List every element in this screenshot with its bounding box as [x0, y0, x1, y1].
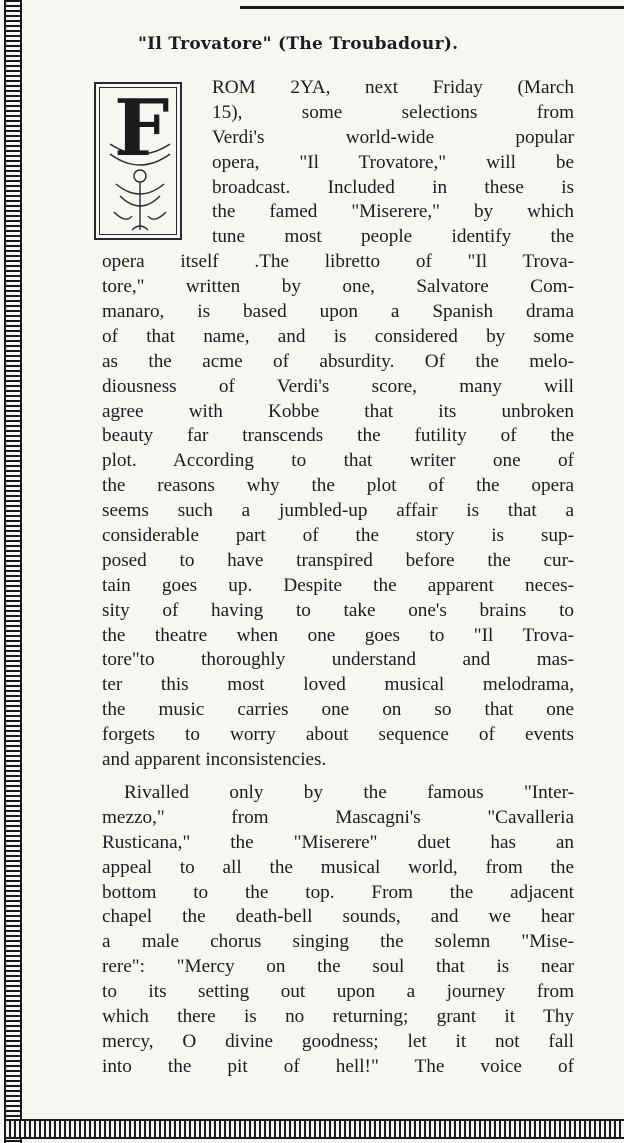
text-line: mezzo," from Mascagni's "Cavalleria — [102, 806, 574, 828]
text-line: tore"to thoroughly understand and mas- — [102, 649, 574, 671]
text-line: mercy, O divine goodness; let it not fall — [102, 1030, 574, 1052]
text-line: broadcast. Included in these is — [212, 176, 574, 198]
text-line: sity of having to take one's brains to — [102, 599, 574, 621]
text-line: manaro, is based upon a Spanish drama — [102, 301, 574, 323]
text-line: appeal to all the musical world, from the — [102, 856, 574, 878]
text-line: the reasons why the plot of the opera — [102, 475, 574, 497]
text-line: opera itself .The libretto of "Il Trova- — [102, 251, 574, 273]
top-column-border — [240, 0, 624, 9]
text-line: ROM 2YA, next Friday (March — [212, 77, 574, 98]
left-column-border — [4, 0, 22, 1143]
text-line: of that name, and is considered by some — [102, 325, 574, 347]
bottom-column-border — [4, 1119, 624, 1139]
text-line: the famed "Miserere," by which — [212, 201, 574, 223]
text-line: tune most people identify the — [212, 226, 574, 248]
text-line: tain goes up. Despite the apparent neces- — [102, 574, 574, 596]
text-line: Rusticana," the "Miserere" duet has an — [102, 831, 574, 853]
text-line: as the acme of absurdity. Of the melo- — [102, 350, 574, 372]
text-line: a male chorus singing the solemn "Mise- — [102, 931, 574, 953]
drop-cap-letter: F — [114, 83, 170, 174]
article-title: "Il Trovatore" (The Troubadour). — [138, 34, 459, 54]
text-line: ter this most loved musical melodrama, — [102, 674, 574, 696]
article-body — [102, 76, 574, 1080]
text-line: tore," written by one, Salvatore Com- — [102, 276, 574, 298]
paragraph-2 — [102, 781, 574, 1080]
text-line: 15), some selections from — [212, 101, 574, 123]
text-line: chapel the death-bell sounds, and we hear — [102, 906, 574, 928]
text-line: considerable part of the story is sup- — [102, 525, 574, 547]
text-line: the music carries one on so that one — [102, 699, 574, 721]
text-line: rere": "Mercy on the soul that is near — [102, 956, 574, 978]
text-line: plot. According to that writer one of — [102, 450, 574, 472]
text-line: to its setting out upon a journey from — [102, 981, 574, 1003]
text-line: Verdi's world-wide popular — [212, 126, 574, 148]
text-line: opera, "Il Trovatore," will be — [212, 151, 574, 173]
text-line: and apparent inconsistencies. — [102, 749, 327, 771]
text-line: posed to have transpired before the cur- — [102, 549, 574, 571]
text-line: into the pit of hell!" The voice of — [102, 1055, 574, 1077]
text-line: forgets to worry about sequence of events — [102, 724, 574, 746]
text-line: Rivalled only by the famous "Inter- — [124, 781, 574, 803]
text-line: beauty far transcends the futility of the — [102, 425, 574, 447]
text-line: which there is no returning; grant it Thy — [102, 1005, 574, 1027]
text-line: the theatre when one goes to "Il Trova- — [102, 624, 574, 646]
text-line: agree with Kobbe that its unbroken — [102, 400, 574, 422]
text-line: diousness of Verdi's score, many will — [102, 375, 574, 397]
paragraph-1 — [102, 76, 574, 773]
text-line: bottom to the top. From the adjacent — [102, 881, 574, 903]
text-line: seems such a jumbled-up affair is that a — [102, 500, 574, 522]
